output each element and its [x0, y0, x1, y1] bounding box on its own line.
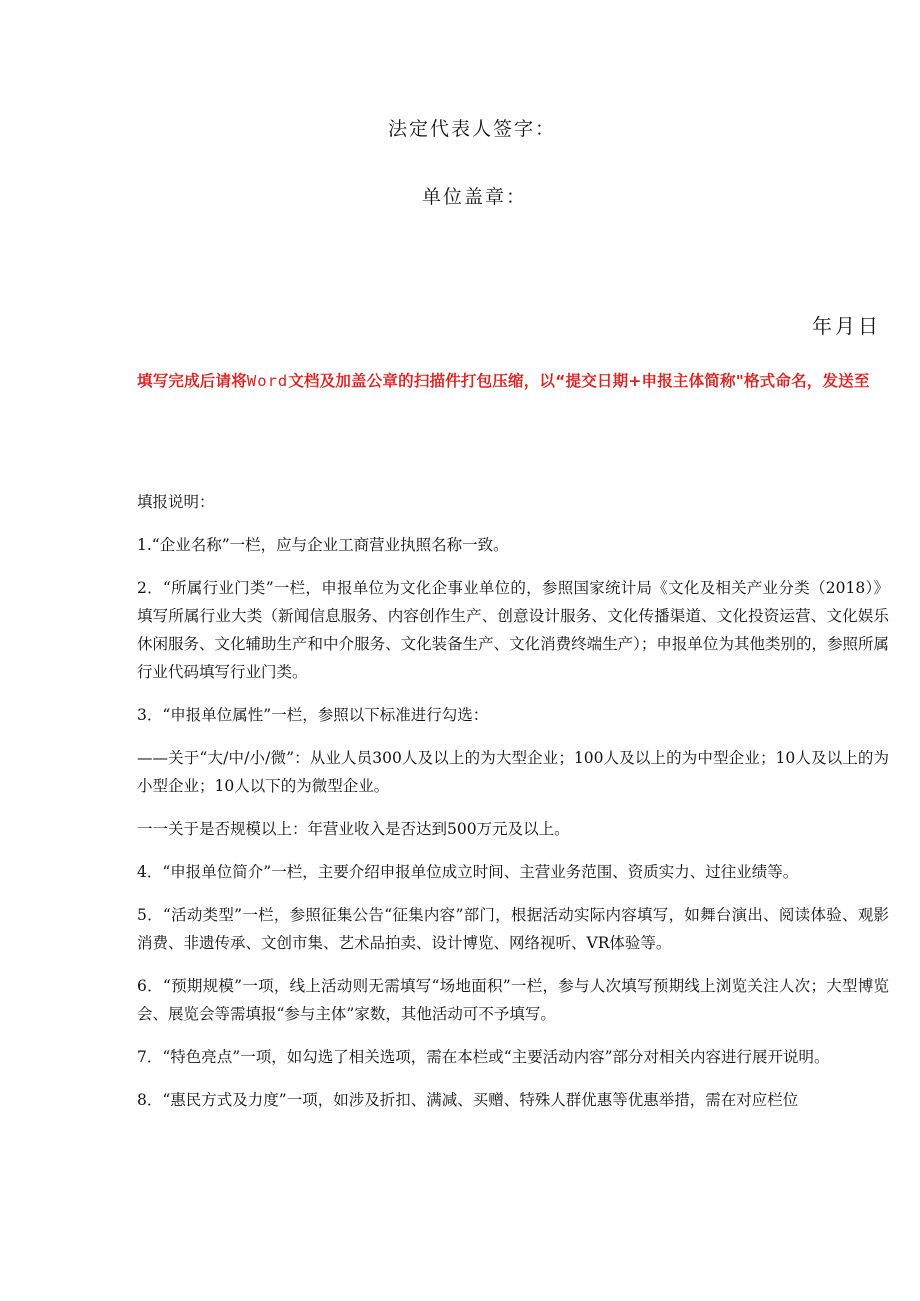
instruction-item-1: 1.“企业名称”一栏，应与企业工商营业执照名称一致。: [137, 536, 509, 554]
notice-word-text: Word: [246, 372, 289, 390]
instruction-item-6: 6．“预期规模”一项，线上活动则无需填写“场地面积”一栏，参与人次填写预期线上浏览关注人次；大型博览会、展览会等需填报“参与主体”家数，其他活动可不予填写。: [137, 977, 889, 1023]
filling-instructions: [137, 488, 889, 1129]
instructions-heading: 填报说明：: [137, 493, 215, 511]
legal-representative-signature-label: 法定代表人签字：: [388, 118, 557, 140]
instruction-item-5: 5．“活动类型”一栏，参照征集公告“征集内容”部门，根据活动实际内容填写，如舞台演出、阅读体验、观影消费、非遗传承、文创市集、艺术品拍卖、设计博览、网络视听、VR体验等。: [137, 906, 889, 952]
instruction-item-3-scale: 一一关于是否规模以上：年营业收入是否达到500万元及以上。: [137, 820, 570, 838]
notice-text-part1: 填写完成后请将: [137, 372, 247, 390]
unit-seal-label: 单位盖章：: [422, 186, 528, 208]
instruction-item-8: 8．“惠民方式及力度”一项，如涉及折扣、满减、买赠、特殊人群优惠等优惠举措，需在对应栏位: [137, 1091, 799, 1109]
instruction-item-2: 2．“所属行业门类”一栏，申报单位为文化企事业单位的，参照国家统计局《文化及相关产业分类（2018）》填写所属行业大类（新闻信息服务、内容创作生产、创意设计服务、文化传播渠道、文化投资运营、文化娱乐休闲服务、文化辅助生产和中介服务、文化装备生产、文化消费终端生产）；申报单位为其他类别的，参照所属行业代码填写行业门类。: [137, 579, 889, 681]
instruction-item-3: 3．“申报单位属性”一栏，参照以下标准进行勾选：: [137, 706, 489, 724]
instruction-item-4: 4．“申报单位简介”一栏，主要介绍申报单位成立时间、主营业务范围、资质实力、过往业绩等。: [137, 863, 799, 881]
submission-notice: [137, 366, 907, 397]
instruction-item-7: 7．“特色亮点”一项，如勾选了相关选项，需在本栏或“主要活动内容”部分对相关内容进行展开说明。: [137, 1048, 830, 1066]
notice-text-part2: 文档及加盖公章的扫描件打包压缩，以“提交日期+申报主体简称"格式命名，发送至: [288, 372, 870, 390]
instruction-item-3-size: ——关于“大/中/小/微”：从业人员300人及以上的为大型企业；100人及以上的为中型企业；10人及以上的为小型企业；10人以下的为微型企业。: [137, 749, 889, 795]
date-label: 年月日: [812, 314, 881, 338]
